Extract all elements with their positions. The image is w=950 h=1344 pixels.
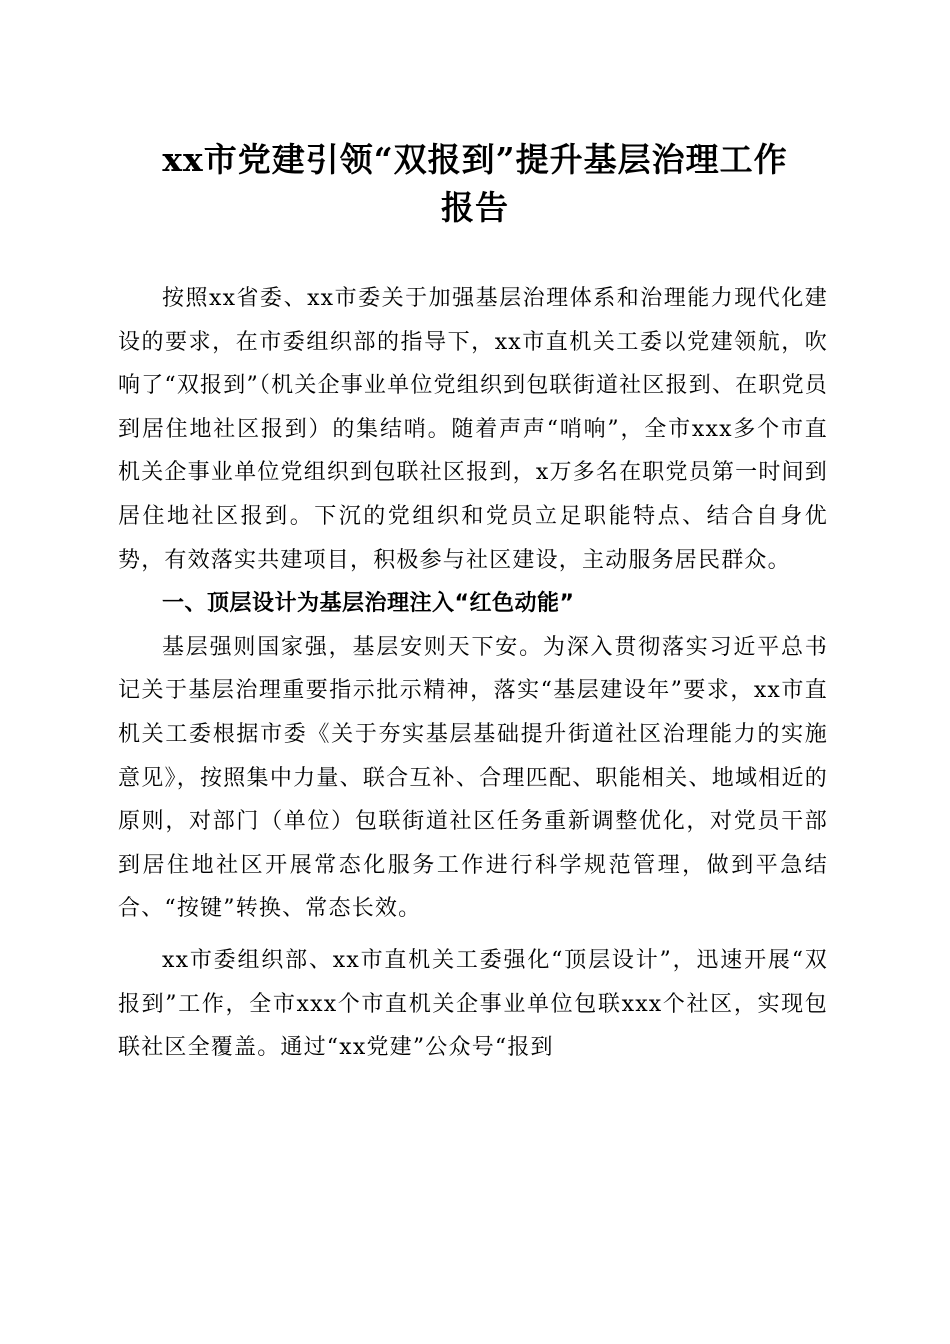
section-heading-1: 一、顶层设计为基层治理注入“红色动能” xyxy=(162,591,575,617)
document-title-line-2: 报告 xyxy=(441,188,509,227)
intro-paragraph: 按照xx省委、xx市委关于加强基层治理体系和治理能力现代化建设的要求，在市委组织部的指导下，xx市直机关工委以党建领航，吹响了“双报到”（机关企事业单位党组织到包联街道社区报到、在职党员到居住地社区报到）的集结哨。随着声声“哨响”，全市xxx多个市直机关企事业单位党组织到包联社区报到，x万多名在职党员第一时间到居住地社区报到。下沉的党组织和党员立足职能特点、结合自身优势，有效落实共建项目，积极参与社区建设，主动服务居民群众。 xyxy=(118,286,828,573)
document-body xyxy=(118,277,828,1070)
section-1-paragraph-2: xx市委组织部、xx市直机关工委强化“顶层设计”，迅速开展“双报到”工作，全市xxx个市直机关企事业单位包联xxx个社区，实现包联社区全覆盖。通过“xx党建”公众号“报到 xyxy=(118,947,828,1061)
section-1-paragraph-1: 基层强则国家强，基层安则天下安。为深入贯彻落实习近平总书记关于基层治理重要指示批示精神，落实“基层建设年”要求，xx市直机关工委根据市委《关于夯实基层基础提升街道社区治理能力的实施意见》，按照集中力量、联合互补、合理匹配、职能相关、地域相近的原则，对部门（单位）包联街道社区任务重新调整优化，对党员干部到居住地社区开展常态化服务工作进行科学规范管理，做到平急结合、“按键”转换、常态长效。 xyxy=(118,634,828,922)
document-title-line-1: xx市党建引领“双报到”提升基层治理工作 xyxy=(162,140,788,179)
